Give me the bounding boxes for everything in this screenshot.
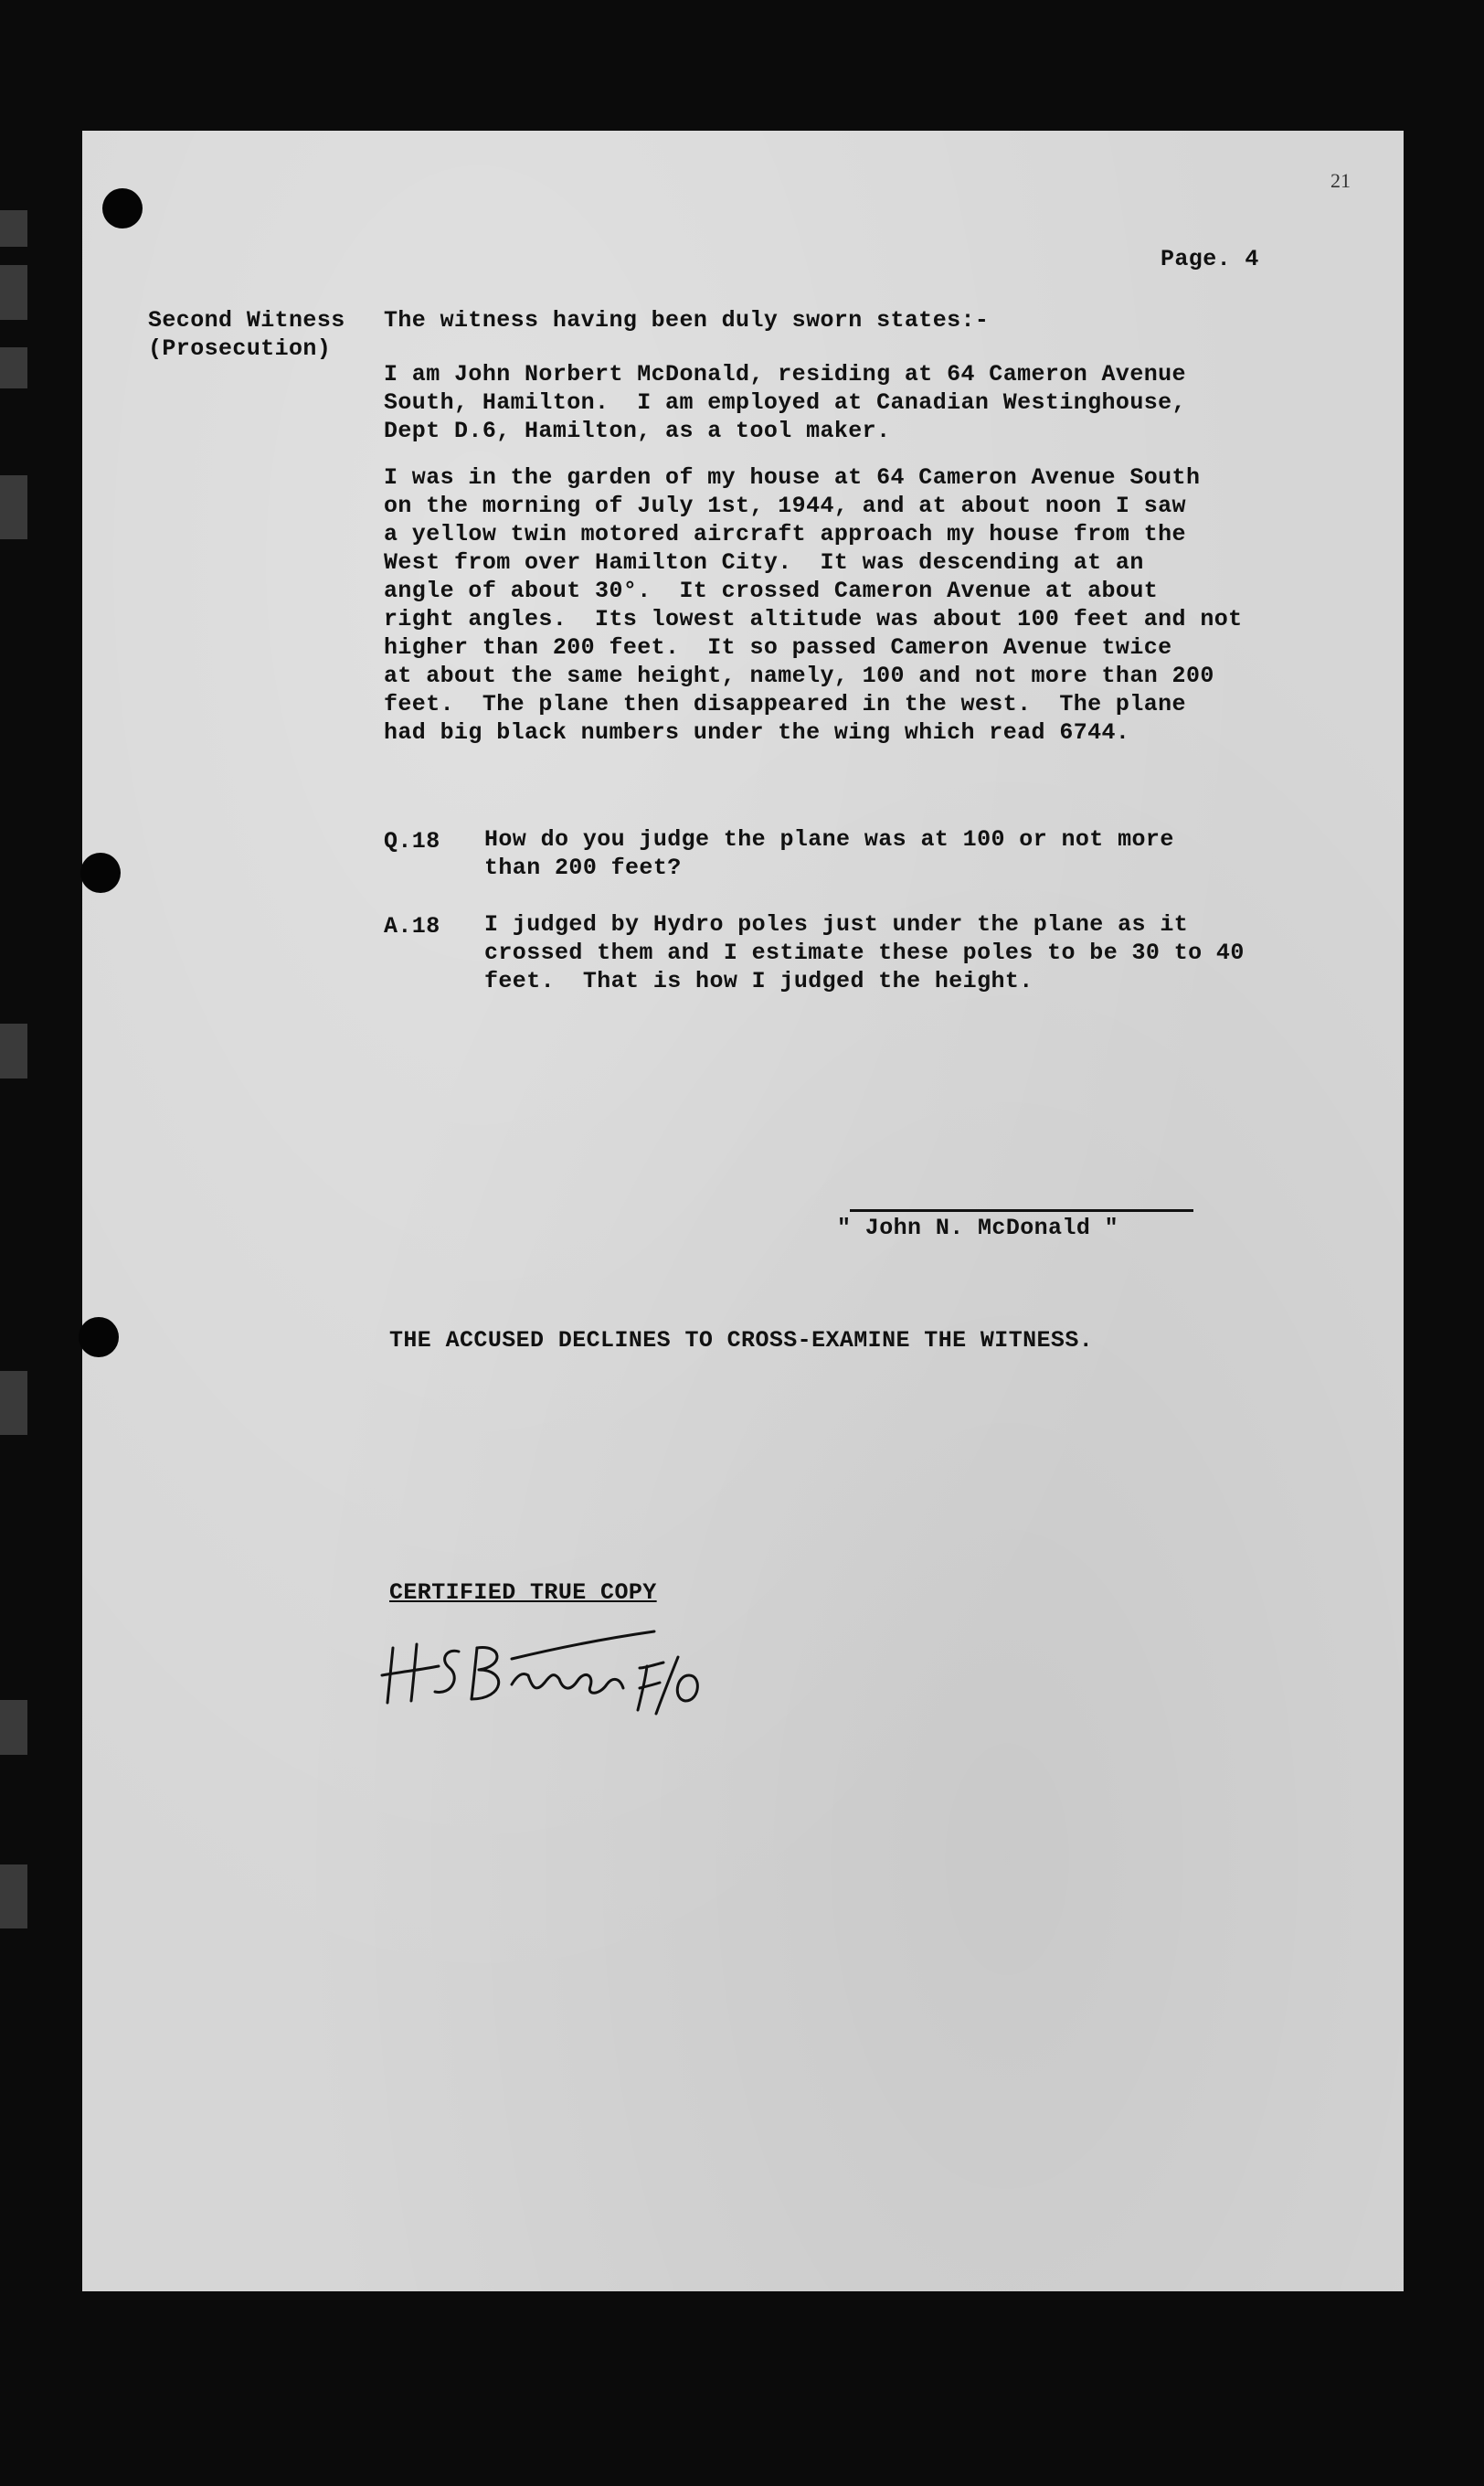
cross-examination-note: THE ACCUSED DECLINES TO CROSS-EXAMINE THE WITNESS. xyxy=(389,1327,1094,1354)
statement-line: feet. The plane then disappeared in the west. The plane xyxy=(384,691,1186,717)
witness-signature: " John N. McDonald " xyxy=(837,1215,1119,1241)
answer-line: feet. That is how I judged the height. xyxy=(484,968,1034,994)
page-number: Page. 4 xyxy=(1161,246,1259,272)
statement-line: I am John Norbert McDonald, residing at 64 Cameron Avenue xyxy=(384,361,1186,388)
statement-line: at about the same height, namely, 100 and not more than 200 xyxy=(384,663,1214,689)
film-edge-tab xyxy=(0,210,27,247)
answer-line: crossed them and I estimate these poles to be 30 to 40 xyxy=(484,940,1245,966)
film-edge-tab xyxy=(0,1700,27,1755)
film-edge-tab xyxy=(0,1371,27,1435)
witness-label-line: (Prosecution) xyxy=(148,335,332,362)
question-line: How do you judge the plane was at 100 or not more xyxy=(484,826,1174,853)
sworn-statement-intro: The witness having been duly sworn states:- xyxy=(384,307,990,334)
document-sheet xyxy=(82,131,1404,2291)
statement-line: right angles. Its lowest altitude was about 100 feet and not xyxy=(384,606,1243,632)
punch-hole xyxy=(79,1317,119,1357)
punch-hole xyxy=(80,853,121,893)
film-edge-tab xyxy=(0,347,27,388)
archive-mark: 21 xyxy=(1330,169,1351,192)
statement-line: had big black numbers under the wing which read 6744. xyxy=(384,719,1130,746)
statement-line: on the morning of July 1st, 1944, and at about noon I saw xyxy=(384,493,1186,519)
film-edge-tab xyxy=(0,1864,27,1928)
statement-line: a yellow twin motored aircraft approach my house from the xyxy=(384,521,1186,547)
film-edge-tab xyxy=(0,475,27,539)
statement-line: higher than 200 feet. It so passed Cameron Avenue twice xyxy=(384,634,1172,661)
certified-true-copy: CERTIFIED TRUE COPY xyxy=(389,1579,657,1606)
statement-line: angle of about 30°. It crossed Cameron Avenue at about xyxy=(384,578,1159,604)
witness-label-line: Second Witness xyxy=(148,307,345,334)
question-line: than 200 feet? xyxy=(484,855,682,881)
question-label: Q.18 xyxy=(384,828,440,855)
answer-label: A.18 xyxy=(384,913,440,940)
film-edge-tab xyxy=(0,1024,27,1078)
statement-line: West from over Hamilton City. It was descending at an xyxy=(384,549,1144,576)
certifier-signature xyxy=(375,1611,722,1721)
punch-hole xyxy=(102,188,143,228)
statement-line: I was in the garden of my house at 64 Cameron Avenue South xyxy=(384,464,1201,491)
statement-line: South, Hamilton. I am employed at Canadian Westinghouse, xyxy=(384,389,1186,416)
answer-line: I judged by Hydro poles just under the plane as it xyxy=(484,911,1189,938)
film-edge-tab xyxy=(0,265,27,320)
statement-line: Dept D.6, Hamilton, as a tool maker. xyxy=(384,418,891,444)
signature-line xyxy=(850,1209,1193,1212)
